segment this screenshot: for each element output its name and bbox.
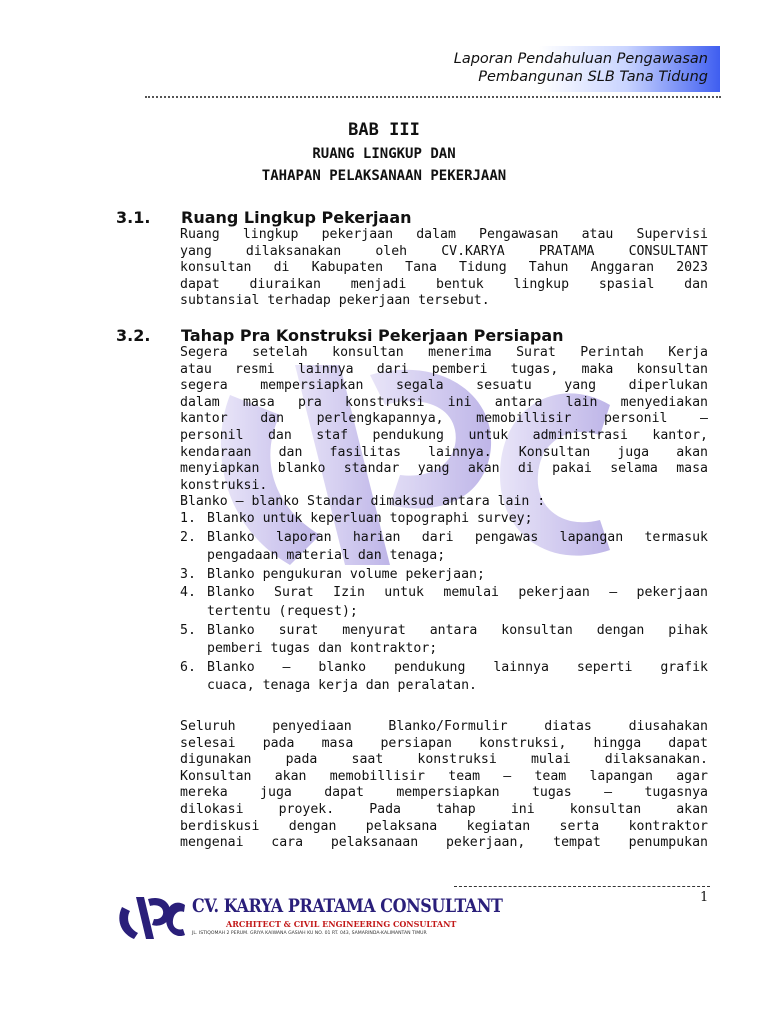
list-item xyxy=(180,529,708,566)
text-line: dapat diuraikan menjadi bentuk lingkup spasial dan xyxy=(180,276,708,292)
company-subtitle: ARCHITECT & CIVIL ENGINEERING CONSULTANT xyxy=(226,919,457,929)
text-line: menyiapkan blanko standar yang akan di pakai selama masa xyxy=(180,461,708,477)
list-item-number: 5. xyxy=(180,622,196,638)
blanko-list xyxy=(180,510,708,696)
list-item xyxy=(180,659,708,696)
list-item-text: tertentu (request); xyxy=(207,603,358,619)
report-header xyxy=(428,46,720,92)
text-line: konsultan di Kabupaten Tana Tidung Tahun Anggaran 2023 xyxy=(180,260,708,276)
text-line: Segera setelah konsultan menerima Surat Perintah Kerja xyxy=(180,345,708,360)
text-line: yang dilaksanakan oleh CV.KARYA PRATAMA CONSULTANT xyxy=(180,243,708,259)
text-line: Konsultan akan memobillisir team – team lapangan agar xyxy=(180,768,708,784)
list-item-text: Blanko pengukuran volume pekerjaan; xyxy=(207,566,485,582)
section-2-number: 3.2. xyxy=(116,326,151,345)
list-item-text: Blanko Surat Izin untuk memulai pekerjaan – pekerjaan xyxy=(207,585,708,601)
list-item-number: 6. xyxy=(180,659,196,675)
list-item-text: Blanko – blanko pendukung lainnya seperti grafik xyxy=(207,659,708,675)
list-item-text: cuaca, tenaga kerja dan peralatan. xyxy=(207,678,477,694)
text-line: subtansial terhadap pekerjaan tersebut. xyxy=(180,293,490,309)
chapter-title-line-1: RUANG LINGKUP DAN xyxy=(312,146,456,162)
text-line: atau resmi lainnya dari pemberi tugas, maka konsultan xyxy=(180,361,708,377)
list-item-number: 1. xyxy=(180,511,196,526)
chapter-title-line-2: TAHAPAN PELAKSANAAN PEKERJAAN xyxy=(261,168,507,184)
list-item-number: 2. xyxy=(180,529,196,545)
list-item-text: Blanko laporan harian dari pengawas lapangan termasuk xyxy=(207,529,708,545)
company-address: JL. ISTIQOMAH 2 PERUM. GRIYA KAIWANA GASIAH KU NO. 01 RT. 043, SAMARINDA-KALIMANTAN TIMUR xyxy=(192,931,427,936)
list-item-text: Blanko surat menyurat antara konsultan dengan pihak xyxy=(207,622,708,638)
list-item xyxy=(180,584,708,621)
section-2-paragraph xyxy=(180,345,708,511)
footer-divider xyxy=(454,886,710,887)
list-item xyxy=(180,622,708,659)
text-line: dilokasi proyek. Pada tahap ini konsultan akan xyxy=(180,801,708,817)
text-line: digunakan pada saat konstruksi mulai dilaksanakan. xyxy=(180,752,708,768)
section-1-number: 3.1. xyxy=(116,208,151,227)
text-line: personil dan staf pendukung untuk administrasi kantor, xyxy=(180,427,708,443)
header-divider xyxy=(145,96,721,98)
text-line: berdiskusi dengan pelaksana kegiatan serta kontraktor xyxy=(180,818,708,834)
list-item xyxy=(180,510,708,529)
company-logo xyxy=(118,893,503,943)
text-line: selesai pada masa persiapan konstruksi, hingga dapat xyxy=(180,735,708,751)
text-line: Seluruh penyediaan Blanko/Formulir diatas diusahakan xyxy=(180,719,708,734)
text-line: kendaraan dan fasilitas lainnya. Konsultan juga akan xyxy=(180,444,708,460)
chapter-number: BAB III xyxy=(348,120,420,140)
text-line: mereka juga dapat mempersiapkan tugas – tugasnya xyxy=(180,785,708,801)
section-2-title: Tahap Pra Konstruksi Pekerjaan Persiapan xyxy=(181,326,564,345)
header-line-2: Pembangunan SLB Tana Tidung xyxy=(478,69,708,85)
text-line: kantor dan perlengkapannya, memobillisir personil – xyxy=(180,411,708,427)
text-line: Ruang lingkup pekerjaan dalam Pengawasan atau Supervisi xyxy=(180,227,708,242)
section-1-title: Ruang Lingkup Pekerjaan xyxy=(181,208,412,227)
list-item-text: pemberi tugas dan kontraktor; xyxy=(207,641,438,657)
header-line-1: Laporan Pendahuluan Pengawasan xyxy=(453,51,708,67)
text-line: dalam masa pra konstruksi ini antara lain menyediakan xyxy=(180,394,708,410)
closing-paragraph xyxy=(180,719,708,852)
section-1-paragraph xyxy=(180,227,708,310)
page-number: 1 xyxy=(700,890,709,905)
text-line: Blanko – blanko Standar dimaksud antara lain : xyxy=(180,494,546,510)
company-name: CV. KARYA PRATAMA CONSULTANT xyxy=(192,895,503,917)
list-item-text: Blanko untuk keperluan topographi survey; xyxy=(207,511,533,526)
list-item-text: pengadaan material dan tenaga; xyxy=(207,548,446,564)
text-line: mengenai cara pelaksanaan pekerjaan, tempat penumpukan xyxy=(180,835,708,851)
list-item-number: 4. xyxy=(180,585,196,601)
text-line: segera mempersiapkan segala sesuatu yang diperlukan xyxy=(180,378,708,394)
list-item xyxy=(180,566,708,585)
text-line: konstruksi. xyxy=(180,477,268,493)
list-item-number: 3. xyxy=(180,566,196,582)
kpc-logo-icon xyxy=(118,893,186,943)
